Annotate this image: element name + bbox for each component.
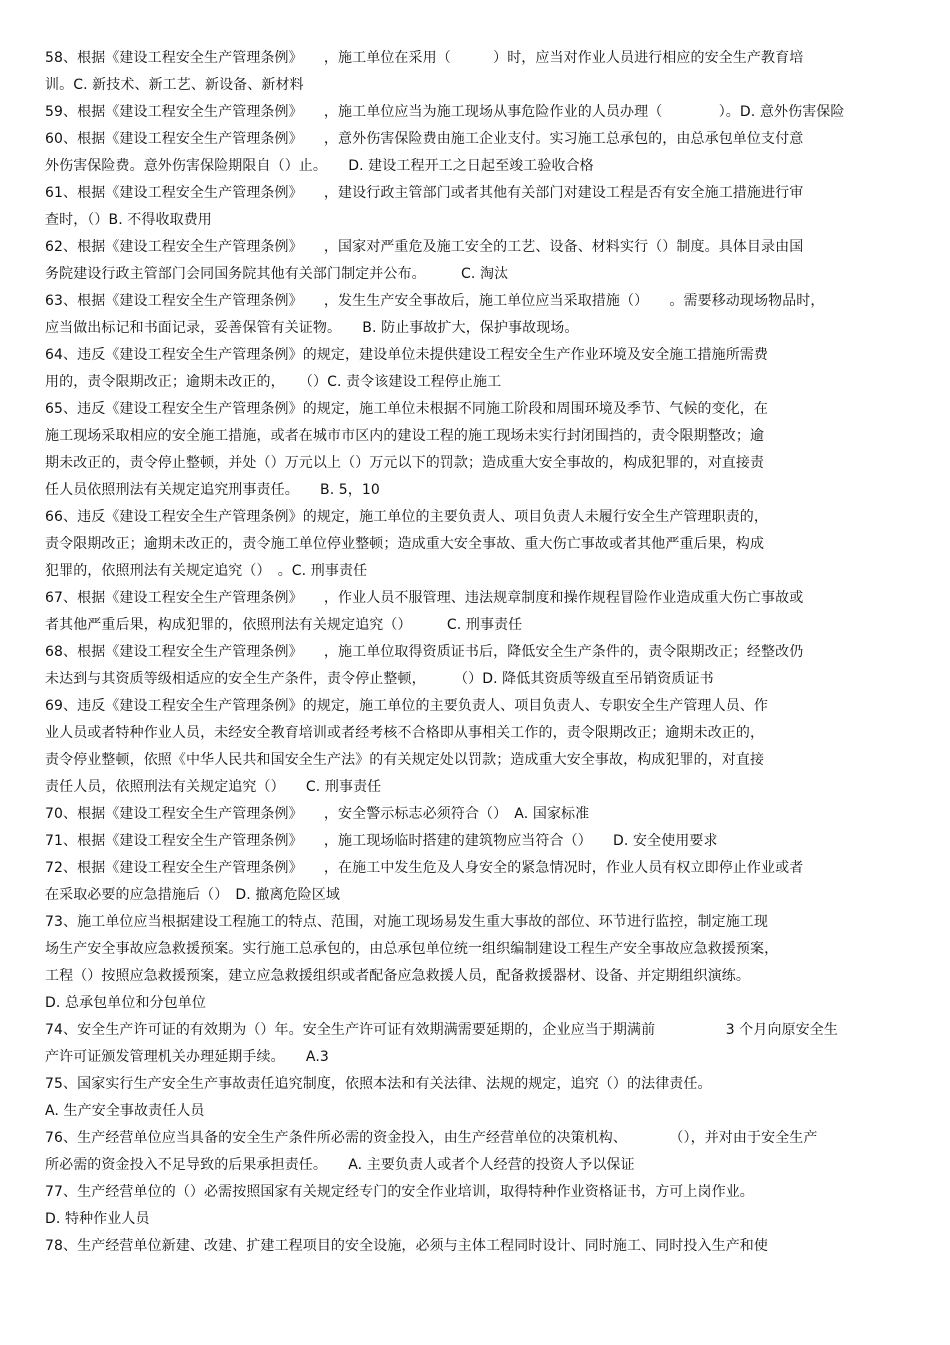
text-line: 71、根据《建设工程安全生产管理条例》 ，施工现场临时搭建的建筑物应当符合（） D. 安全使用要求 bbox=[45, 833, 718, 849]
text-line: 77、生产经营单位的（）必需按照国家有关规定经专门的安全作业培训，取得特种作业资格证书，方可上岗作业。 bbox=[45, 1184, 754, 1200]
text-line: 59、根据《建设工程安全生产管理条例》 ，施工单位应当为施工现场从事危险作业的人员办理（ ）。D. 意外伤害保险 bbox=[45, 104, 845, 120]
text-line: 60、根据《建设工程安全生产管理条例》 ，意外伤害保险费由施工企业支付。实习施工总承包的，由总承包单位支付意 bbox=[45, 131, 804, 147]
text-line: 68、根据《建设工程安全生产管理条例》 ，施工单位取得资质证书后，降低安全生产条件的，责令限期改正；经整改仍 bbox=[45, 644, 804, 660]
text-line: 施工现场采取相应的安全施工措施，或者在城市市区内的建设工程的施工现场未实行封闭围挡的，责令限期整改；逾 bbox=[45, 428, 765, 444]
text-line: 训。C. 新技术、新工艺、新设备、新材料 bbox=[45, 77, 304, 93]
text-line: D. 总承包单位和分包单位 bbox=[45, 995, 206, 1011]
text-line: 61、根据《建设工程安全生产管理条例》 ，建设行政主管部门或者其他有关部门对建设工程是否有安全施工措施进行审 bbox=[45, 185, 804, 201]
text-line: 用的，责令限期改正；逾期未改正的， （）C. 责令该建设工程停止施工 bbox=[45, 374, 502, 390]
text-line: 查时，（）B. 不得收取费用 bbox=[45, 212, 212, 228]
text-line: A. 生产安全事故责任人员 bbox=[45, 1103, 205, 1119]
text-line: 62、根据《建设工程安全生产管理条例》 ，国家对严重危及施工安全的工艺、设备、材料实行（）制度。具体目录由国 bbox=[45, 239, 804, 255]
text-line: 在采取必要的应急措施后（） D. 撤离危险区域 bbox=[45, 887, 340, 903]
text-line: 产许可证颁发管理机关办理延期手续。 A.3 bbox=[45, 1049, 329, 1065]
text-line: 所必需的资金投入不足导致的后果承担责任。 A. 主要负责人或者个人经营的投资人予以保证 bbox=[45, 1157, 635, 1173]
text-line: 70、根据《建设工程安全生产管理条例》 ，安全警示标志必须符合（） A. 国家标准 bbox=[45, 806, 590, 822]
text-line: 73、施工单位应当根据建设工程施工的特点、范围，对施工现场易发生重大事故的部位、环节进行监控，制定施工现 bbox=[45, 914, 769, 930]
text-line: 58、根据《建设工程安全生产管理条例》 ，施工单位在采用（ ）时，应当对作业人员进行相应的安全生产教育培 bbox=[45, 50, 804, 66]
text-line: 未达到与其资质等级相适应的安全生产条件，责令停止整顿， （）D. 降低其资质等级直至吊销资质证书 bbox=[45, 671, 714, 687]
text-line: 应当做出标记和书面记录，妥善保管有关证物。 B. 防止事故扩大，保护事故现场。 bbox=[45, 320, 579, 336]
text-line: D. 特种作业人员 bbox=[45, 1211, 150, 1227]
text-line: 74、安全生产许可证的有效期为（）年。安全生产许可证有效期满需要延期的，企业应当于期满前 3 个月向原安全生 bbox=[45, 1022, 838, 1038]
text-line: 责任人员，依照刑法有关规定追究（） C. 刑事责任 bbox=[45, 779, 382, 795]
text-line: 责令停业整顿，依照《中华人民共和国安全生产法》的有关规定处以罚款；造成重大安全事故，构成犯罪的，对直接 bbox=[45, 752, 765, 768]
text-line: 69、违反《建设工程安全生产管理条例》的规定，施工单位的主要负责人、项目负责人、专职安全生产管理人员、作 bbox=[45, 698, 769, 714]
text-line: 者其他严重后果，构成犯罪的，依照刑法有关规定追究（） C. 刑事责任 bbox=[45, 617, 523, 633]
text-line: 业人员或者特种作业人员，未经安全教育培训或者经考核不合格即从事相关工作的，责令限期改正；逾期未改正的， bbox=[45, 725, 765, 741]
text-line: 75、国家实行生产安全生产事故责任追究制度，依照本法和有关法律、法规的规定，追究（）的法律责任。 bbox=[45, 1076, 712, 1092]
text-line: 责令限期改正；逾期未改正的，责令施工单位停业整顿；造成重大安全事故、重大伤亡事故或者其他严重后果，构成 bbox=[45, 536, 765, 552]
text-line: 65、违反《建设工程安全生产管理条例》的规定，施工单位未根据不同施工阶段和周围环境及季节、气候的变化，在 bbox=[45, 401, 769, 417]
text-line: 务院建设行政主管部门会同国务院其他有关部门制定并公布。 C. 淘汰 bbox=[45, 266, 509, 282]
text-line: 64、违反《建设工程安全生产管理条例》的规定，建设单位未提供建设工程安全生产作业环境及安全施工措施所需费 bbox=[45, 347, 769, 363]
text-line: 场生产安全事故应急救援预案。实行施工总承包的，由总承包单位统一组织编制建设工程生产安全事故应急救援预案， bbox=[45, 941, 779, 957]
text-line: 外伤害保险费。意外伤害保险期限自（）止。 D. 建设工程开工之日起至竣工验收合格 bbox=[45, 158, 594, 174]
text-line: 期未改正的，责令停止整顿，并处（）万元以上（）万元以下的罚款；造成重大安全事故的，构成犯罪的，对直接责 bbox=[45, 455, 765, 471]
text-line: 72、根据《建设工程安全生产管理条例》 ，在施工中发生危及人身安全的紧急情况时，作业人员有权立即停止作业或者 bbox=[45, 860, 804, 876]
text-line: 任人员依照刑法有关规定追究刑事责任。 B. 5，10 bbox=[45, 482, 380, 498]
text-line: 工程（）按照应急救援预案，建立应急救援组织或者配备应急救援人员，配备救援器材、设备、并定期组织演练。 bbox=[45, 968, 750, 984]
text-line: 63、根据《建设工程安全生产管理条例》 ，发生生产安全事故后，施工单位应当采取措施（） 。需要移动现场物品时， bbox=[45, 293, 825, 309]
text-line: 66、违反《建设工程安全生产管理条例》的规定，施工单位的主要负责人、项目负责人未履行安全生产管理职责的， bbox=[45, 509, 769, 525]
text-line: 78、生产经营单位新建、改建、扩建工程项目的安全设施，必须与主体工程同时设计、同时施工、同时投入生产和使 bbox=[45, 1238, 769, 1254]
question-text bbox=[45, 45, 905, 1260]
text-line: 76、生产经营单位应当具备的安全生产条件所必需的资金投入，由生产经营单位的决策机构、 （），并对由于安全生产 bbox=[45, 1130, 818, 1146]
text-line: 犯罪的，依照刑法有关规定追究（） 。C. 刑事责任 bbox=[45, 563, 368, 579]
text-line: 67、根据《建设工程安全生产管理条例》 ，作业人员不服管理、违法规章制度和操作规程冒险作业造成重大伤亡事故或 bbox=[45, 590, 804, 606]
